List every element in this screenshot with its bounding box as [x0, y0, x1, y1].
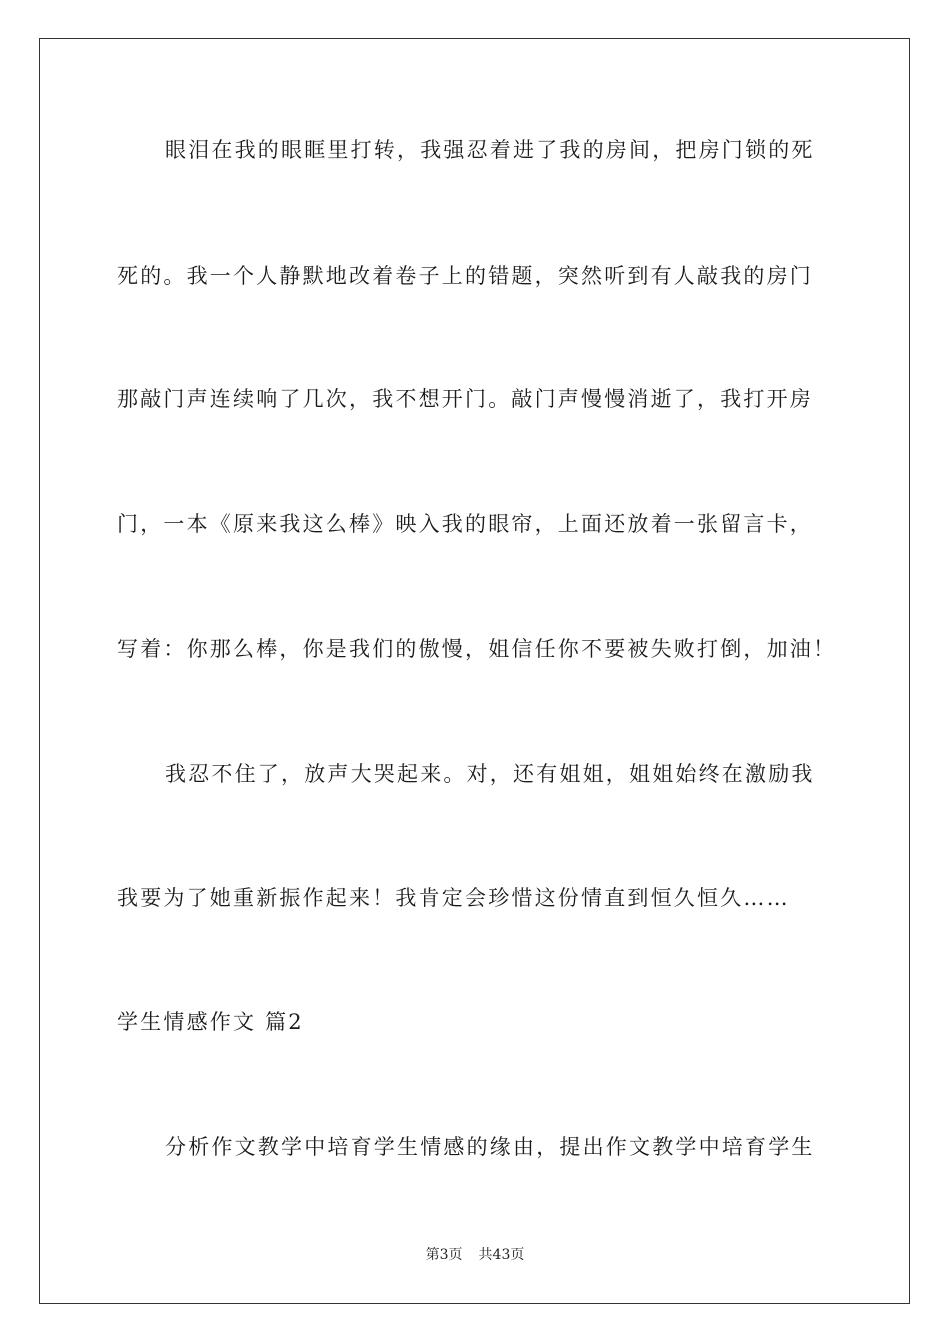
- paragraph-line-4: 门，一本《原来我这么棒》映入我的眼帘，上面还放着一张留言卡，: [117, 512, 813, 536]
- paragraph-line-5: 写着：你那么棒，你是我们的傲慢，姐信任你不要被失败打倒，加油！: [117, 637, 837, 661]
- section-heading: 学生情感作文 篇2: [117, 1010, 304, 1034]
- paragraph-line-2: 死的。我一个人静默地改着卷子上的错题，突然听到有人敲我的房门: [117, 264, 813, 288]
- page-total: 共43页: [478, 1247, 525, 1263]
- paragraph-line-8: 分析作文教学中培育学生情感的缘由，提出作文教学中培育学生: [165, 1135, 815, 1159]
- paragraph-line-7: 我要为了她重新振作起来！我肯定会珍惜这份情直到恒久恒久……: [117, 886, 790, 910]
- page-border: [39, 38, 910, 1304]
- page-number: 第3页: [425, 1247, 463, 1263]
- page-footer: [0, 1246, 950, 1264]
- paragraph-line-3: 那敲门声连续响了几次，我不想开门。敲门声慢慢消逝了，我打开房: [117, 387, 813, 411]
- paragraph-line-1: 眼泪在我的眼眶里打转，我强忍着进了我的房间，把房门锁的死: [165, 138, 815, 162]
- paragraph-line-6: 我忍不住了，放声大哭起来。对，还有姐姐，姐姐始终在激励我: [165, 762, 815, 786]
